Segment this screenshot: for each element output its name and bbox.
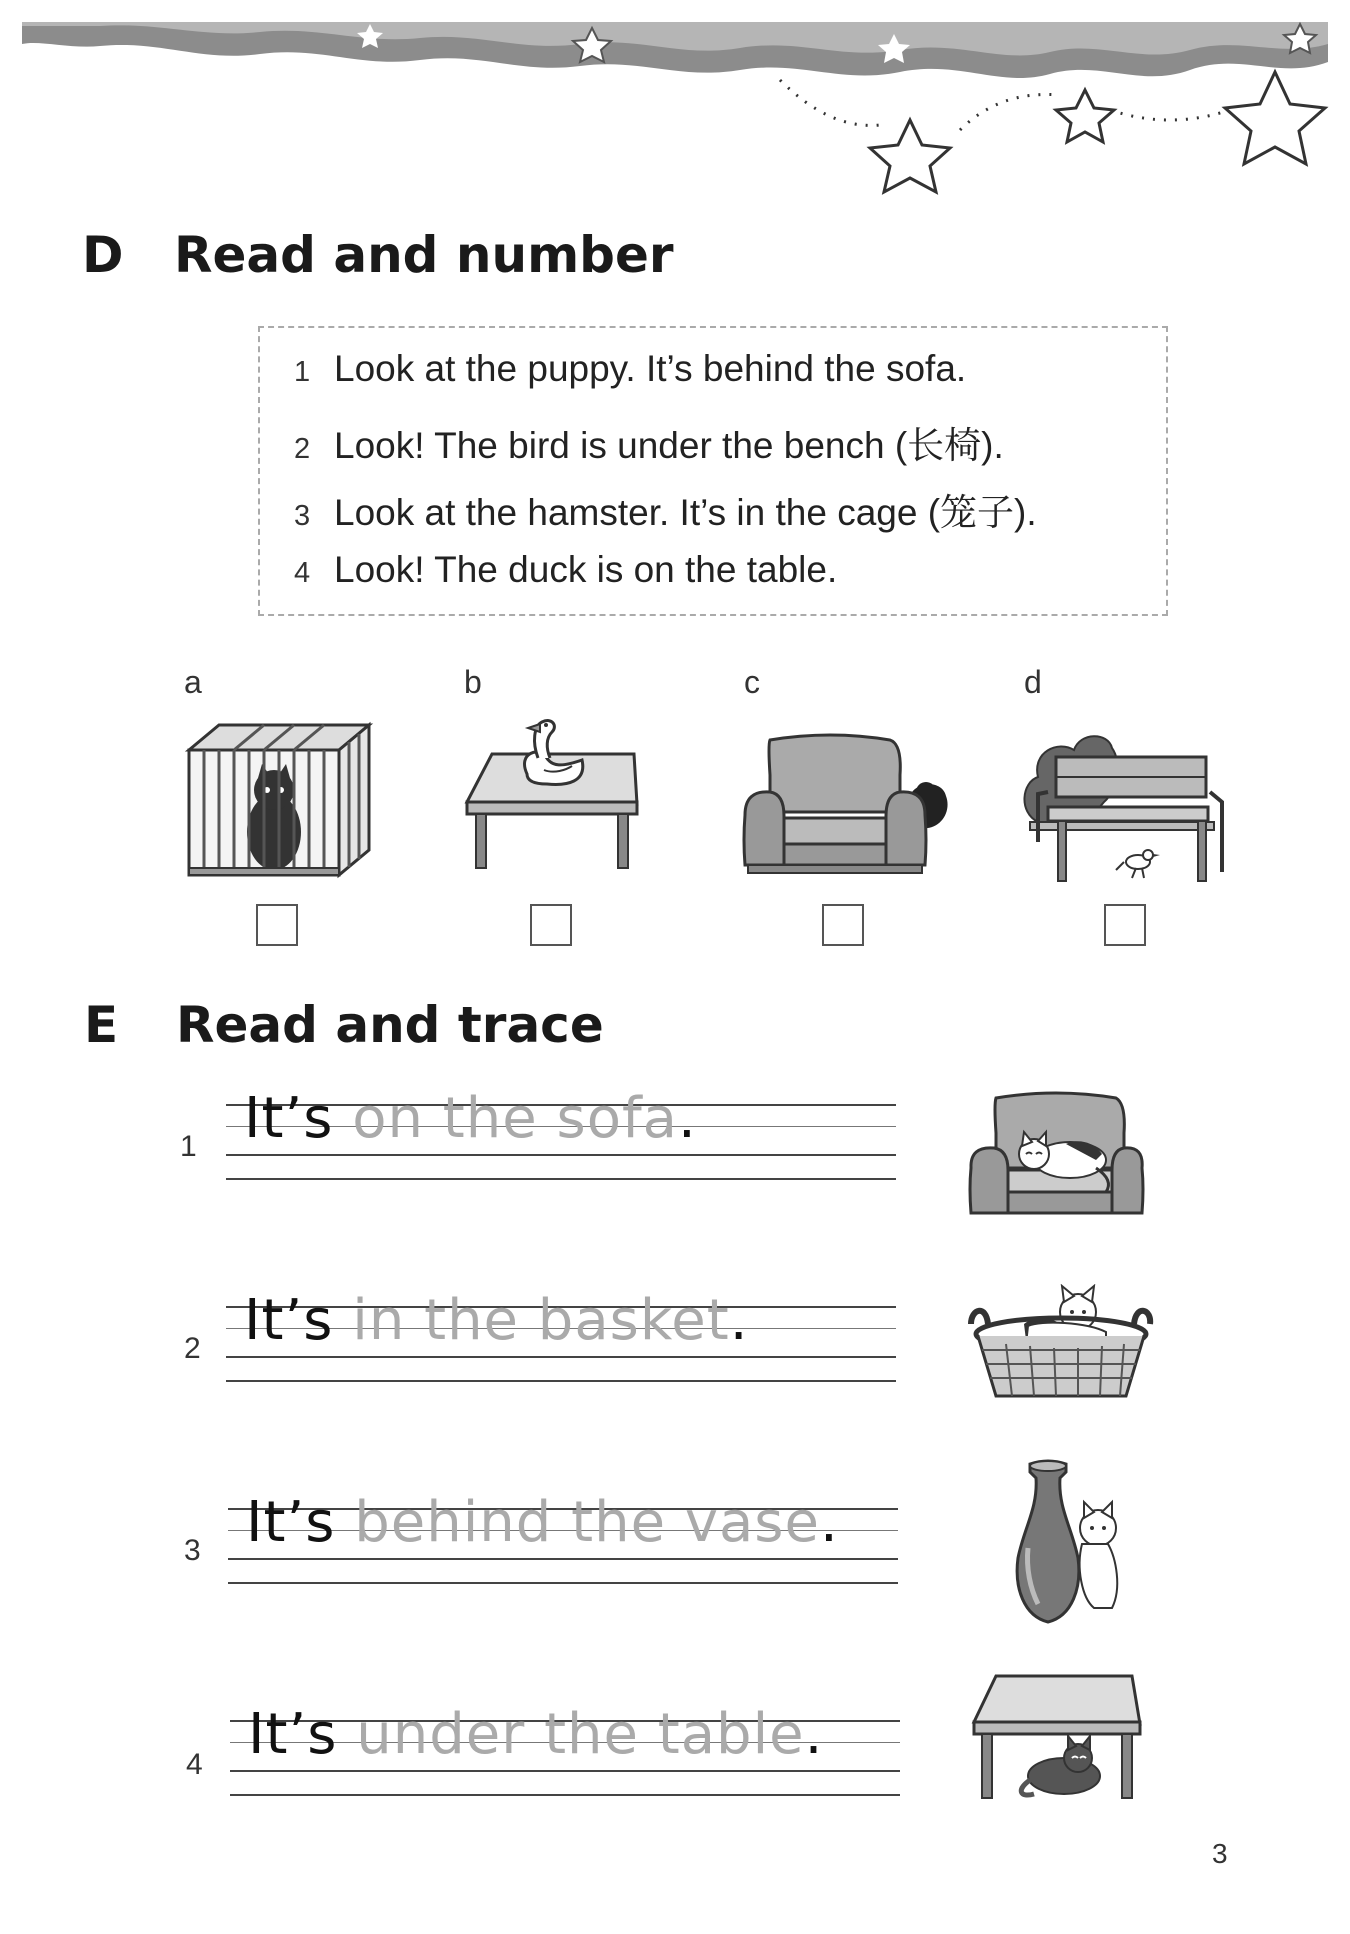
sentence-number: 3 [294, 500, 311, 532]
answer-box-a[interactable] [256, 904, 298, 946]
section-e-heading [84, 996, 604, 1054]
trace-text-1: It’s on the sofa. [244, 1086, 697, 1151]
sentence-text: Look at the hamster. It’s in the cage (笼子). [334, 492, 1037, 533]
cat-in-basket-icon [966, 1284, 1156, 1404]
trace-number-3: 3 [184, 1534, 201, 1567]
sentence-number: 2 [294, 433, 311, 465]
sentence-4 [294, 549, 837, 591]
duck-on-table-icon [462, 712, 642, 872]
sentence-2 [294, 415, 1004, 469]
picture-label-a: a [184, 664, 202, 700]
sentence-number: 1 [294, 356, 311, 388]
hamster-in-cage-icon [184, 720, 374, 880]
section-d-title: Read and number [174, 226, 674, 284]
trace-text-3: It’s behind the vase. [246, 1490, 839, 1555]
bird-under-bench-icon [1018, 722, 1228, 887]
page-number: 3 [1212, 1838, 1228, 1869]
sentence-number: 4 [294, 557, 311, 589]
trace-text-4: It’s under the table. [248, 1702, 824, 1767]
trace-number-2: 2 [184, 1332, 201, 1365]
trace-number-1: 1 [180, 1130, 197, 1163]
sentence-text: Look! The bird is under the bench (长椅). [334, 425, 1004, 466]
trace-text-2: It’s in the basket. [244, 1288, 749, 1353]
picture-label-d: d [1024, 664, 1042, 700]
star-banner-decoration [0, 0, 1350, 200]
trace-number-4: 4 [186, 1748, 203, 1781]
picture-label-c: c [744, 664, 760, 700]
cat-under-table-icon [968, 1672, 1148, 1802]
answer-box-b[interactable] [530, 904, 572, 946]
trace-line-3[interactable] [228, 1490, 898, 1588]
sentence-text: Look at the puppy. It’s behind the sofa. [334, 348, 967, 389]
section-e-letter: E [84, 996, 119, 1054]
answer-box-c[interactable] [822, 904, 864, 946]
section-d-heading [82, 226, 674, 284]
picture-label-b: b [464, 664, 482, 700]
section-e-title: Read and trace [176, 996, 604, 1054]
cat-on-sofa-icon [966, 1088, 1146, 1223]
trace-line-1[interactable] [226, 1086, 896, 1184]
trace-line-2[interactable] [226, 1288, 896, 1386]
cat-behind-vase-icon [1012, 1458, 1132, 1628]
puppy-behind-sofa-icon [740, 730, 950, 880]
sentence-3 [294, 482, 1037, 536]
answer-box-d[interactable] [1104, 904, 1146, 946]
sentence-1 [294, 348, 966, 390]
sentence-text: Look! The duck is on the table. [334, 549, 838, 590]
trace-line-4[interactable] [230, 1702, 900, 1800]
sentences-box [258, 326, 1168, 616]
section-d-letter: D [82, 226, 124, 284]
